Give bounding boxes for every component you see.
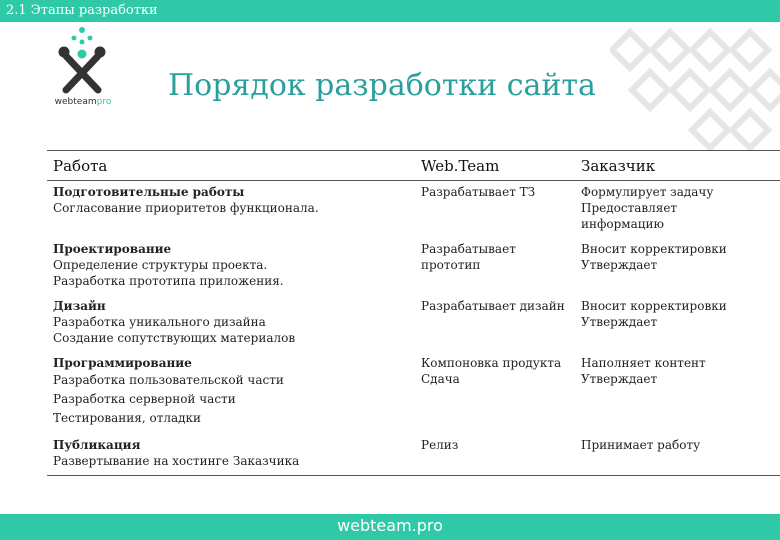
logo-brand: webteam	[54, 97, 97, 107]
work-cell	[47, 181, 415, 239]
stage-detail: Разработка пользовательской части	[53, 373, 284, 387]
client-cell	[575, 238, 780, 295]
client-task: Утверждает	[581, 315, 658, 329]
webteam-cell	[415, 434, 575, 476]
stage-title: Дизайн	[53, 299, 106, 313]
work-cell	[47, 352, 415, 434]
client-task: Вносит корректировки	[581, 299, 727, 313]
client-task: Принимает работу	[581, 438, 701, 452]
development-stages-table	[47, 150, 780, 476]
stage-title: Подготовительные работы	[53, 185, 245, 199]
logo-wordmark	[48, 97, 118, 107]
page-title: Порядок разработки сайта	[168, 68, 596, 103]
webteam-task: Разрабатывает	[421, 242, 516, 256]
webteam-cell	[415, 181, 575, 239]
client-task: Предоставляет	[581, 201, 678, 215]
decorative-diamond-pattern	[610, 22, 780, 152]
client-task: Наполняет контент	[581, 356, 706, 370]
table-row	[47, 181, 780, 239]
client-task: Формулирует задачу	[581, 185, 714, 199]
stage-detail: Разработка прототипа приложения.	[53, 274, 284, 288]
section-title: 2.1 Этапы разработки	[6, 3, 158, 18]
table-row	[47, 434, 780, 476]
work-cell	[47, 238, 415, 295]
stage-detail: Определение структуры проекта.	[53, 258, 268, 272]
stage-title: Программирование	[53, 356, 192, 370]
client-cell	[575, 352, 780, 434]
stage-detail: Разработка уникального дизайна	[53, 315, 266, 329]
client-task: Утверждает	[581, 258, 658, 272]
client-task: Вносит корректировки	[581, 242, 727, 256]
logo-suffix: pro	[96, 97, 112, 107]
stage-detail: Развертывание на хостинге Заказчика	[53, 454, 300, 468]
table-row	[47, 352, 780, 434]
stage-detail: Тестирования, отладки	[53, 411, 202, 425]
column-header-work: Работа	[47, 151, 415, 181]
column-header-client: Заказчик	[575, 151, 780, 181]
column-header-webteam: Web.Team	[415, 151, 575, 181]
stage-title: Проектирование	[53, 242, 172, 256]
stage-detail: Создание сопутствующих материалов	[53, 331, 296, 345]
webteam-task: Релиз	[421, 438, 459, 452]
webteam-task: Компоновка продукта	[421, 356, 562, 370]
stage-title: Публикация	[53, 438, 141, 452]
table-header-row	[47, 151, 780, 181]
stage-detail: Согласование приоритетов функционала.	[53, 201, 319, 215]
webteam-task: Сдача	[421, 372, 460, 386]
stage-detail: Разработка серверной части	[53, 392, 236, 406]
webteam-cell	[415, 295, 575, 352]
webteam-task: Разрабатывает дизайн	[421, 299, 565, 313]
work-cell	[47, 434, 415, 476]
table-row	[47, 295, 780, 352]
work-cell	[47, 295, 415, 352]
webteam-cell	[415, 352, 575, 434]
client-cell	[575, 295, 780, 352]
client-cell	[575, 181, 780, 239]
client-cell	[575, 434, 780, 476]
footer-url: webteam.pro	[337, 516, 443, 535]
table-row	[47, 238, 780, 295]
client-task: информацию	[581, 217, 664, 231]
webteam-task: Разрабатывает ТЗ	[421, 185, 536, 199]
webteam-cell	[415, 238, 575, 295]
client-task: Утверждает	[581, 372, 658, 386]
webteam-task: прототип	[421, 258, 481, 272]
section-header-bar	[0, 0, 780, 22]
